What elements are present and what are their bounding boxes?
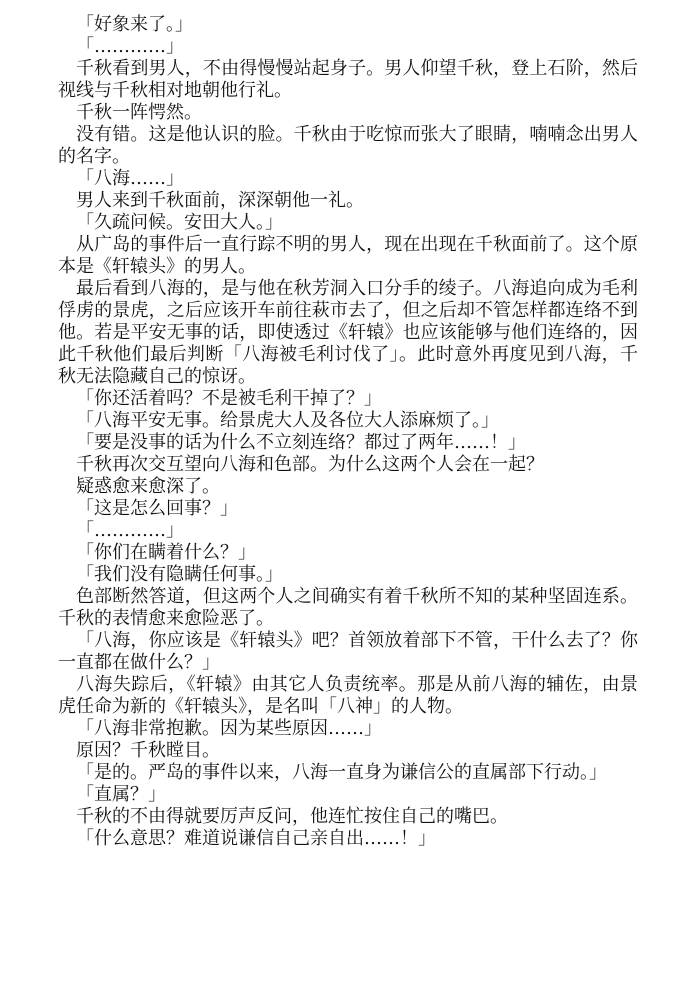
paragraph: 「…………」 [76,520,184,541]
paragraph: 「八海，你应该是《轩辕头》吧？首领放着部下不管，干什么去了？你一直都在做什么？」 [58,630,638,673]
novel-page [58,14,638,850]
paragraph: 千秋再次交互望向八海和色部。为什么这两个人会在一起？ [76,454,544,475]
paragraph: 没有错。这是他认识的脸。千秋由于吃惊而张大了眼睛，喃喃念出男人的名字。 [58,124,638,167]
paragraph: 千秋看到男人，不由得慢慢站起身子。男人仰望千秋，登上石阶，然后视线与千秋相对地朝他行礼。 [58,58,638,101]
paragraph: 「你还活着吗？不是被毛利干掉了？」 [76,388,382,409]
paragraph: 最后看到八海的，是与他在秋芳洞入口分手的绫子。八海追向成为毛利俘虏的景虎，之后应该开车前往萩市去了，但之后却不管怎样都连络不到他。若是平安无事的话，即使透过《轩辕》也应该能够与他们连络的，因此千秋他们最后判断「八海被毛利讨伐了」。此时意外再度见到八海，千秋无法隐藏自己的惊讶。 [58,278,638,387]
paragraph: 千秋的不由得就要厉声反问，他连忙按住自己的嘴巴。 [76,806,508,827]
paragraph: 「什么意思？难道说谦信自己亲自出……！」 [76,828,436,849]
paragraph: 色部断然答道，但这两个人之间确实有着千秋所不知的某种坚固连系。千秋的表情愈来愈险恶了。 [58,586,638,629]
paragraph: 「好象来了。」 [76,14,193,35]
paragraph: 「八海平安无事。给景虎大人及各位大人添麻烦了。」 [76,410,499,431]
paragraph: 「这是怎么回事？」 [76,498,238,519]
paragraph: 八海失踪后，《轩辕》由其它人负责统率。那是从前八海的辅佐，由景虎任命为新的《轩辕头》，是名叫「八神」的人物。 [58,674,638,717]
paragraph: 男人来到千秋面前，深深朝他一礼。 [76,190,364,211]
paragraph: 「是的。严岛的事件以来，八海一直身为谦信公的直属部下行动。」 [76,762,607,783]
paragraph: 「要是没事的话为什么不立刻连络？都过了两年……！」 [76,432,526,453]
paragraph: 「久疏问候。安田大人。」 [76,212,283,233]
paragraph: 「直属？」 [76,784,166,805]
paragraph: 「我们没有隐瞒任何事。」 [76,564,283,585]
paragraph: 原因？千秋瞠目。 [76,740,220,761]
paragraph: 「你们在瞒着什么？」 [76,542,256,563]
paragraph: 千秋一阵愕然。 [76,102,202,123]
paragraph: 从广岛的事件后一直行踪不明的男人，现在出现在千秋面前了。这个原本是《轩辕头》的男人。 [58,234,638,277]
paragraph: 疑惑愈来愈深了。 [76,476,220,497]
paragraph: 「…………」 [76,36,184,57]
paragraph: 「八海……」 [76,168,184,189]
paragraph: 「八海非常抱歉。因为某些原因……」 [76,718,382,739]
